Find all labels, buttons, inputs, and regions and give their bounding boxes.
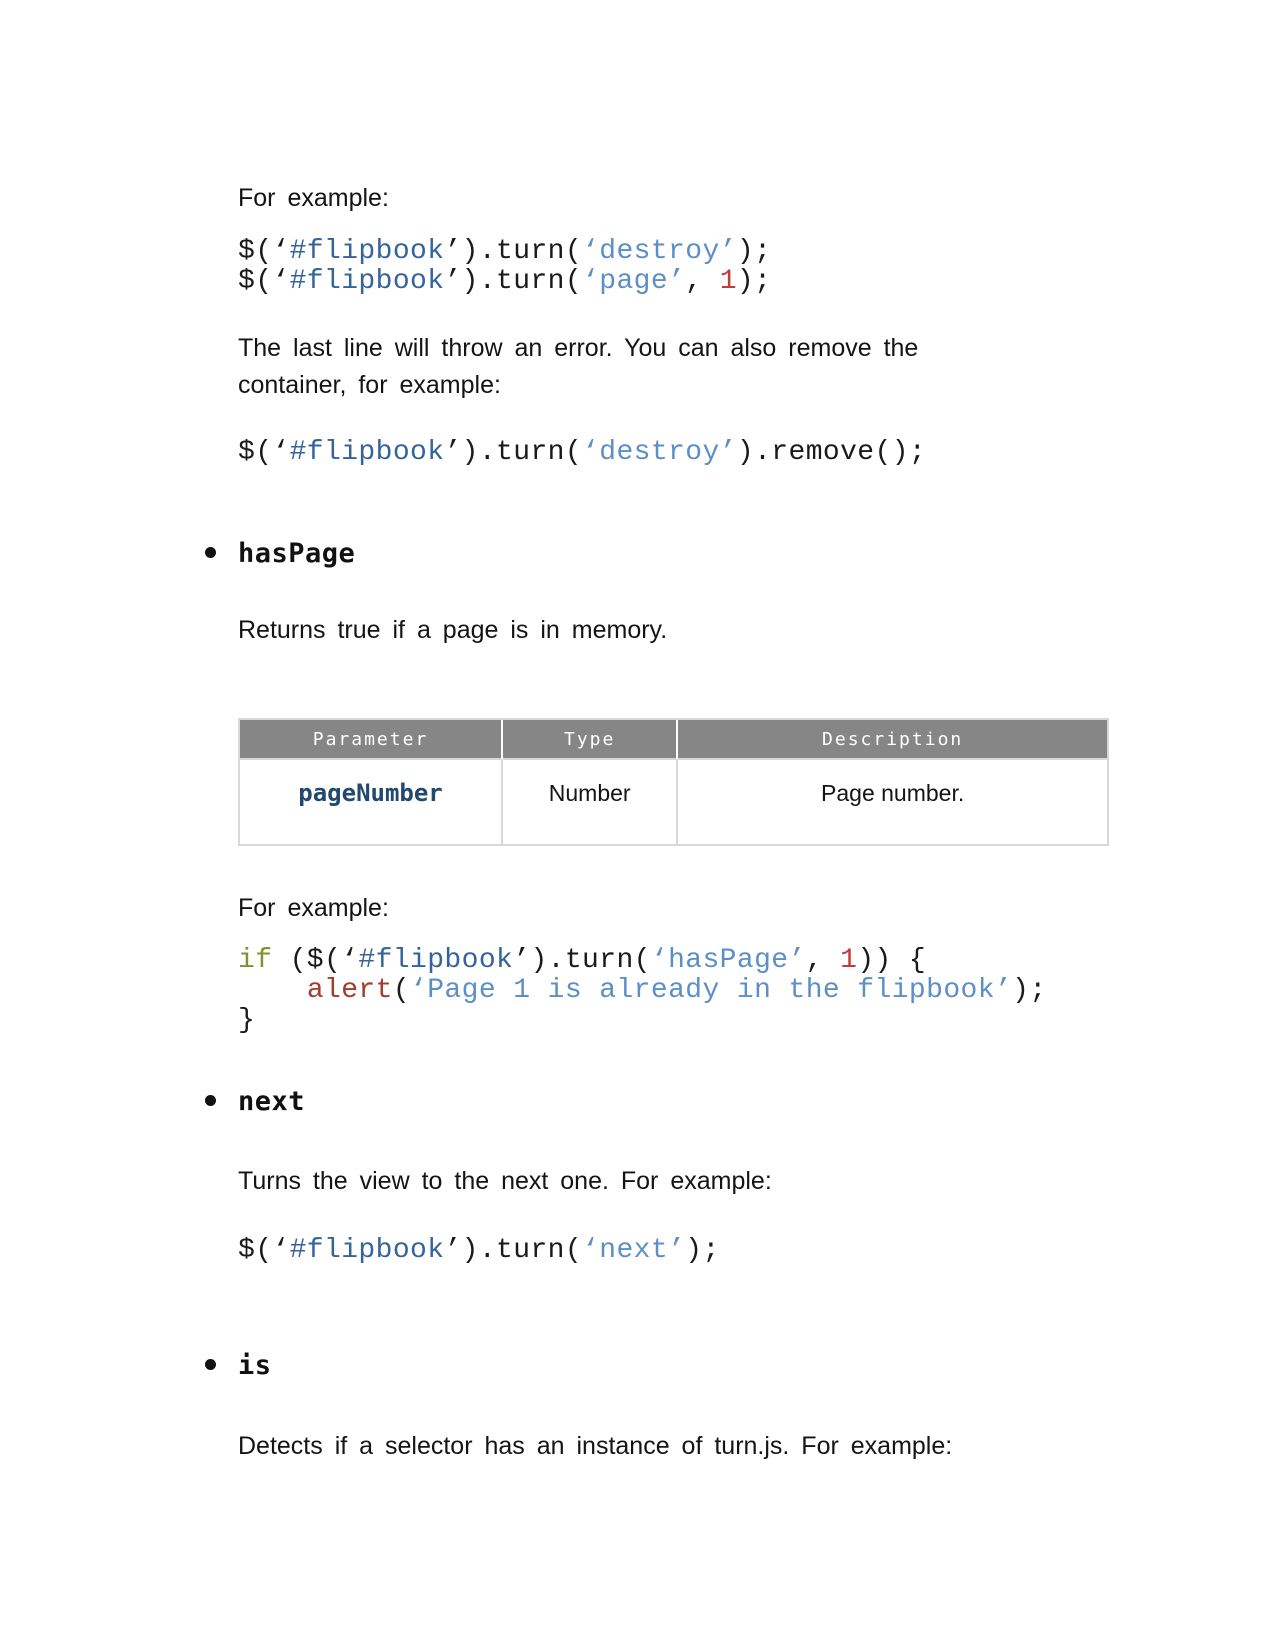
method-description-haspage: Returns true if a page is in memory. — [238, 616, 668, 644]
code-block-turn-next: $(‘#flipbook’).turn(‘next’); — [238, 1235, 720, 1266]
method-description-is: Detects if a selector has an instance of turn.js. For example: — [238, 1432, 953, 1460]
params-table — [238, 718, 1109, 846]
table-row — [240, 760, 1107, 844]
bullet-icon — [205, 1095, 216, 1106]
code-block-destroy-remove: $(‘#flipbook’).turn(‘destroy’).remove(); — [238, 437, 927, 468]
paragraph-error-note — [238, 330, 918, 404]
param-name-pagenumber: pageNumber — [298, 779, 443, 807]
for-example-label-1: For example: — [238, 184, 389, 212]
method-title-is: is — [238, 1350, 272, 1381]
method-title-next: next — [238, 1086, 306, 1117]
bullet-icon — [205, 547, 216, 558]
code-block-haspage-if: if ($(‘#flipbook’).turn(‘hasPage’, 1)) { alert(‘Page 1 is already in the flipbook’); } — [238, 945, 1047, 1036]
bullet-icon — [205, 1359, 216, 1370]
table-header-row — [240, 720, 1107, 760]
method-description-next: Turns the view to the next one. For example: — [238, 1167, 772, 1195]
table-cell-parameter — [240, 760, 503, 844]
table-cell-type: Number — [503, 760, 678, 844]
table-header-parameter: Parameter — [240, 720, 503, 760]
method-heading-haspage — [205, 538, 355, 569]
paragraph-line-1: The last line will throw an error. You can also remove the — [238, 334, 919, 362]
table-cell-description: Page number. — [821, 779, 965, 806]
for-example-label-2: For example: — [238, 894, 389, 922]
method-heading-next — [205, 1086, 305, 1117]
method-heading-is — [205, 1350, 272, 1381]
table-header-description: Description — [678, 720, 1107, 760]
code-block-destroy-page: $(‘#flipbook’).turn(‘destroy’); $(‘#flipbook’).turn(‘page’, 1); — [238, 236, 772, 297]
paragraph-line-2: container, for example: — [238, 371, 501, 399]
method-title-haspage: hasPage — [238, 538, 356, 569]
table-header-type: Type — [503, 720, 678, 760]
